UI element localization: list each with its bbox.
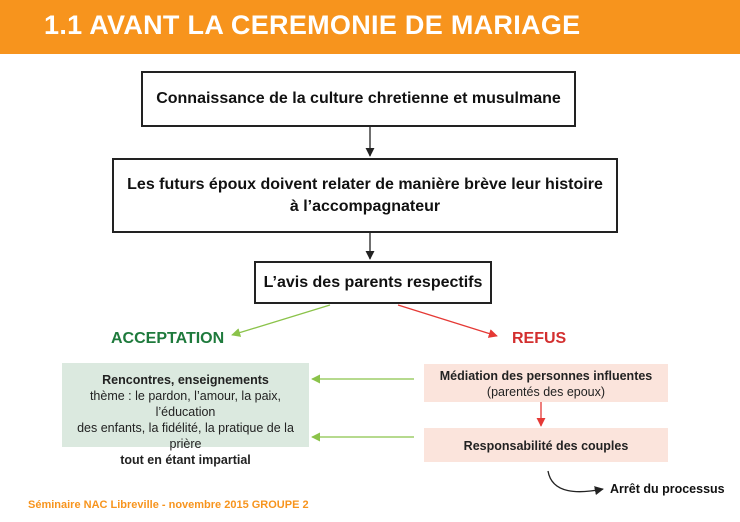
arrow-avis-to-refus bbox=[398, 305, 497, 336]
footer-caption: Séminaire NAC Libreville - novembre 2015 GROUPE 2 bbox=[28, 499, 309, 511]
mediation-heading: Médiation des personnes influentes bbox=[439, 369, 653, 383]
mediation-sub: (parentés des epoux) bbox=[486, 385, 606, 399]
acceptation-line1: thème : le pardon, l’amour, la paix, l’éducation bbox=[89, 389, 282, 419]
node-culture-label: Connaissance de la culture chretienne et musulmane bbox=[156, 90, 561, 107]
arrow-to-stop bbox=[548, 471, 603, 492]
responsabilite-label: Responsabilité des couples bbox=[463, 439, 629, 453]
node-avis-label: L’avis des parents respectifs bbox=[263, 273, 483, 291]
acceptation-label: ACCEPTATION bbox=[111, 330, 225, 347]
acceptation-heading: Rencontres, enseignements bbox=[102, 373, 269, 387]
node-histoire-line1: Les futurs époux doivent relater de manière brève leur histoire bbox=[127, 175, 603, 193]
node-histoire-line2: à l’accompagnateur bbox=[289, 197, 441, 215]
acceptation-line2: des enfants, la fidélité, la pratique de la prière bbox=[77, 421, 294, 451]
refus-label: REFUS bbox=[512, 330, 567, 347]
stop-label: Arrêt du processus bbox=[610, 482, 725, 496]
acceptation-line3: tout en étant impartial bbox=[120, 453, 251, 467]
page-title: 1.1 AVANT LA CEREMONIE DE MARIAGE bbox=[44, 10, 581, 40]
arrow-avis-to-acceptation bbox=[232, 305, 330, 335]
